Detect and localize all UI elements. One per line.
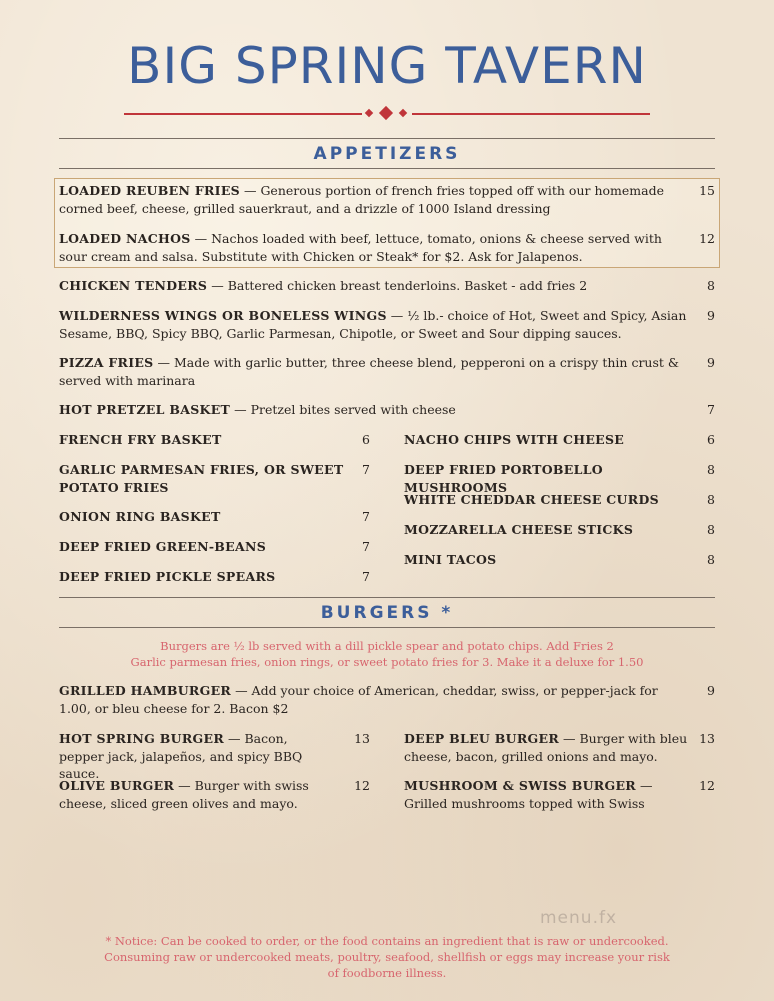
item-description: — Nachos loaded with beef, lettuce, tomato, onions & cheese served with sour cream and salsa. Substitute with Chicken or Steak* for $2. Ask for Jalapenos. xyxy=(59,231,662,264)
item-name: GRILLED HAMBURGER xyxy=(59,683,232,698)
item-price: 7 xyxy=(707,402,715,417)
item-price: 9 xyxy=(707,308,715,323)
menu-item xyxy=(59,277,687,295)
appetizers-rule-bottom xyxy=(59,168,715,169)
menu-item xyxy=(404,730,689,765)
item-price: 8 xyxy=(707,552,715,567)
menu-title: BIG SPRING TAVERN xyxy=(127,37,647,95)
item-name: CHICKEN TENDERS xyxy=(59,278,208,293)
item-description: — Battered chicken breast tenderloins. Basket - add fries 2 xyxy=(207,278,588,293)
appetizers-rule-top xyxy=(59,138,715,139)
item-price: 8 xyxy=(707,522,715,537)
title-rule-right xyxy=(412,113,650,115)
burgers-rule-top xyxy=(59,597,715,598)
item-price: 7 xyxy=(362,462,370,477)
watermark: menu.fx xyxy=(540,908,618,928)
menu-item xyxy=(59,730,331,783)
item-description: — Generous portion of french fries topped off with our homemade corned beef, cheese, grilled sauerkraut, and a drizzle of 1000 Island dressing xyxy=(59,183,664,216)
burgers-note-line: Burgers are ½ lb served with a dill pickle spear and potato chips. Add Fries 2 xyxy=(160,639,614,653)
diamond-ornament-center xyxy=(379,106,393,120)
item-price: 7 xyxy=(362,539,370,554)
item-description: — Made with garlic butter, three cheese blend, pepperoni on a crispy thin crust & served with marinara xyxy=(59,355,680,388)
item-name: WHITE CHEDDAR CHEESE CURDS xyxy=(404,492,659,507)
menu-item xyxy=(59,508,344,526)
item-name: NACHO CHIPS WITH CHEESE xyxy=(404,432,625,447)
item-price: 13 xyxy=(699,731,715,746)
menu-item xyxy=(59,461,344,496)
item-price: 7 xyxy=(362,509,370,524)
menu-item xyxy=(59,401,687,419)
notice-line: Consuming raw or undercooked meats, poultry, seafood, shellfish or eggs may increase your risk xyxy=(104,950,670,964)
appetizers-heading: APPETIZERS xyxy=(313,144,461,164)
menu-item xyxy=(59,682,687,717)
diamond-ornament-left xyxy=(365,109,373,117)
item-name: MUSHROOM & SWISS BURGER xyxy=(404,778,636,793)
item-price: 7 xyxy=(362,569,370,584)
item-name: DEEP FRIED PORTOBELLO MUSHROOMS xyxy=(404,462,603,495)
item-description: — Grilled mushrooms topped with Swiss xyxy=(404,778,653,811)
item-price: 6 xyxy=(707,432,715,447)
item-name: DEEP FRIED GREEN-BEANS xyxy=(59,539,267,554)
item-name: LOADED NACHOS xyxy=(59,231,191,246)
item-price: 12 xyxy=(699,778,715,793)
item-description: — Pretzel bites served with cheese xyxy=(230,402,456,417)
item-name: HOT PRETZEL BASKET xyxy=(59,402,231,417)
item-price: 8 xyxy=(707,462,715,477)
item-name: MOZZARELLA CHEESE STICKS xyxy=(404,522,634,537)
notice-line: of foodborne illness. xyxy=(327,966,447,980)
item-price: 9 xyxy=(707,683,715,698)
item-name: GARLIC PARMESAN FRIES, OR SWEET POTATO FRIES xyxy=(59,462,344,495)
item-price: 12 xyxy=(699,231,715,246)
menu-item xyxy=(404,431,689,449)
menu-item xyxy=(59,182,687,217)
item-price: 8 xyxy=(707,492,715,507)
menu-item xyxy=(59,307,687,342)
item-name: OLIVE BURGER xyxy=(59,778,175,793)
item-price: 6 xyxy=(362,432,370,447)
item-description: — Burger with bleu cheese, bacon, grilled onions and mayo. xyxy=(404,731,688,764)
burgers-note-line: Garlic parmesan fries, onion rings, or sweet potato fries for 3. Make it a deluxe for 1.50 xyxy=(130,655,644,669)
item-name: DEEP FRIED PICKLE SPEARS xyxy=(59,569,276,584)
notice-line: * Notice: Can be cooked to order, or the food contains an ingredient that is raw or undercooked. xyxy=(105,934,669,948)
menu-item xyxy=(59,538,344,556)
menu-item xyxy=(59,354,687,389)
menu-item xyxy=(59,431,344,449)
item-price: 12 xyxy=(354,778,370,793)
item-price: 8 xyxy=(707,278,715,293)
menu-item xyxy=(404,491,689,509)
item-price: 9 xyxy=(707,355,715,370)
item-description: — Burger with swiss cheese, sliced green olives and mayo. xyxy=(59,778,309,811)
item-name: LOADED REUBEN FRIES xyxy=(59,183,240,198)
menu-item xyxy=(59,777,331,812)
title-rule-left xyxy=(124,113,362,115)
menu-item xyxy=(404,551,689,569)
burgers-rule-bottom xyxy=(59,627,715,628)
item-name: FRENCH FRY BASKET xyxy=(59,432,222,447)
item-name: DEEP BLEU BURGER xyxy=(404,731,560,746)
item-name: HOT SPRING BURGER xyxy=(59,731,225,746)
item-name: WILDERNESS WINGS OR BONELESS WINGS xyxy=(59,308,387,323)
item-name: PIZZA FRIES xyxy=(59,355,154,370)
burgers-heading: BURGERS * xyxy=(320,603,454,623)
item-description: — Add your choice of American, cheddar, swiss, or pepper-jack for 1.00, or bleu cheese for 2. Bacon $2 xyxy=(59,683,658,716)
menu-item xyxy=(404,777,689,812)
menu-item xyxy=(404,521,689,539)
item-price: 15 xyxy=(699,183,715,198)
item-description: — Bacon, pepper jack, jalapeños, and spicy BBQ sauce. xyxy=(59,731,303,781)
diamond-ornament-right xyxy=(399,109,407,117)
item-name: ONION RING BASKET xyxy=(59,509,221,524)
item-name: MINI TACOS xyxy=(404,552,497,567)
menu-item xyxy=(59,568,344,586)
item-price: 13 xyxy=(354,731,370,746)
menu-item xyxy=(59,230,687,265)
item-description: — ½ lb.- choice of Hot, Sweet and Spicy, Asian Sesame, BBQ, Spicy BBQ, Garlic Parmesan, Chipotle, or Sweet and Sour dipping sauces. xyxy=(59,308,687,341)
